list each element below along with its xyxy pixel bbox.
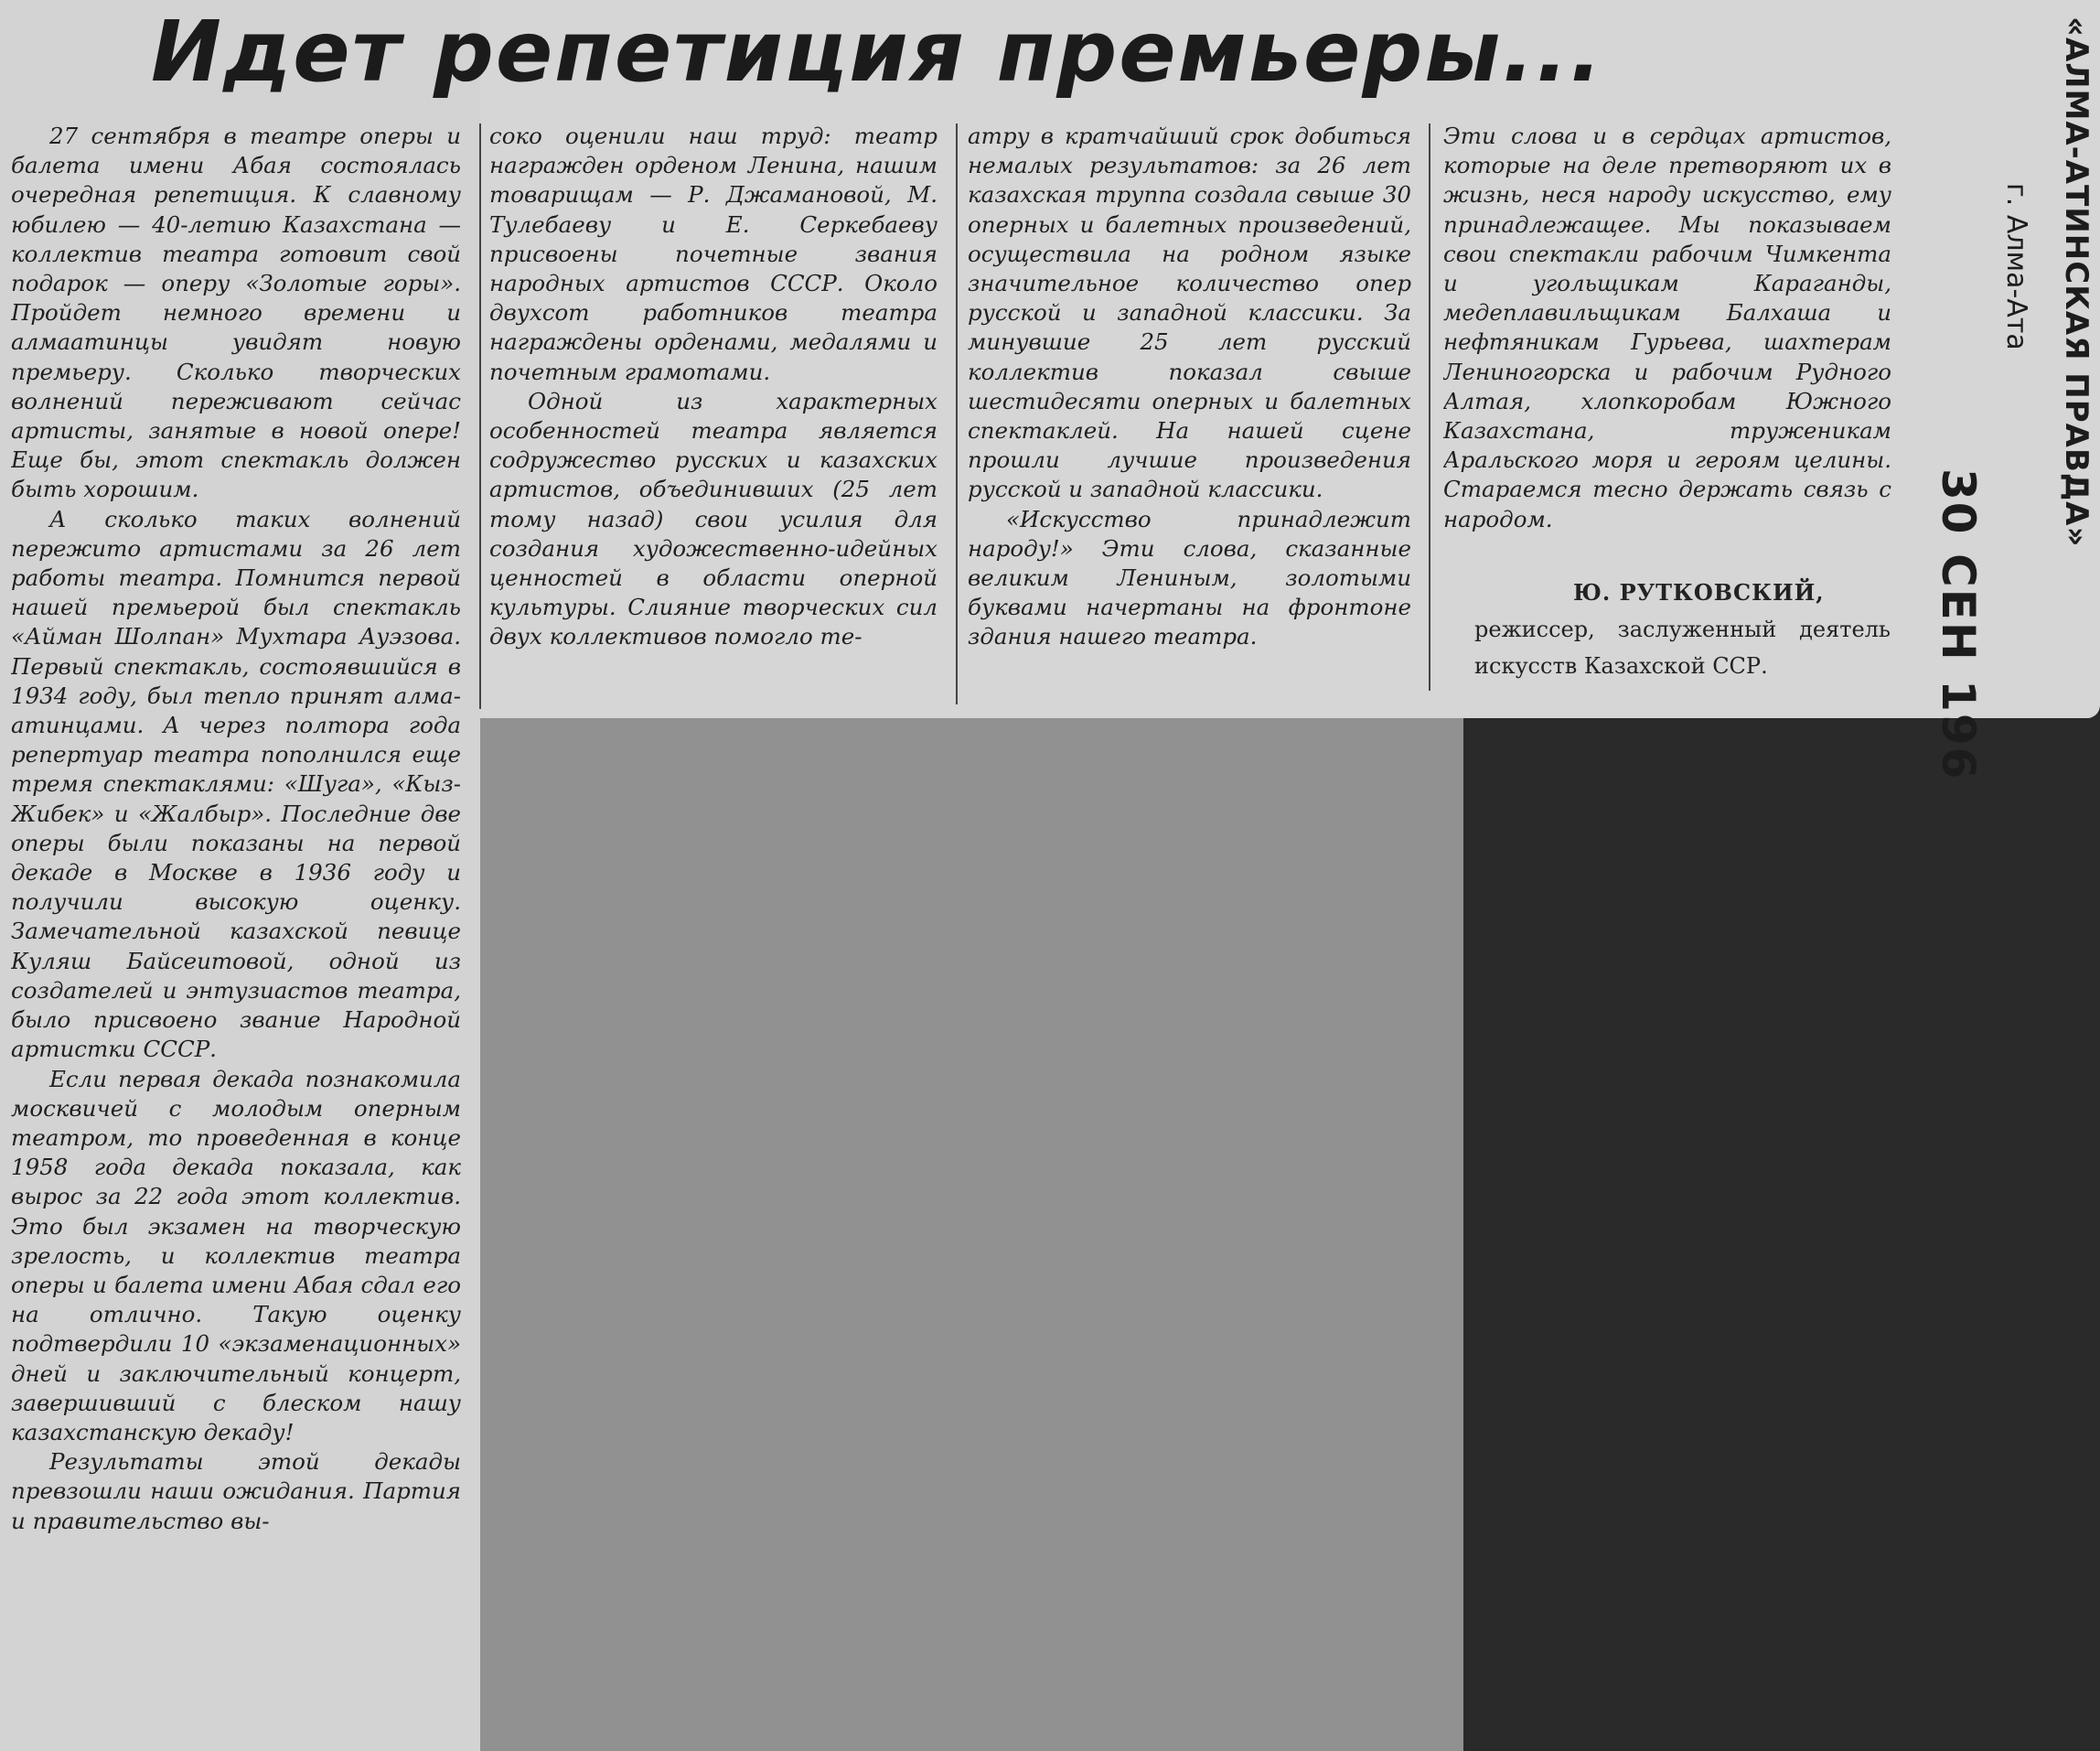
article-column-3 [968,122,1411,707]
article-headline: Идет репетиция премьеры... [151,3,1604,101]
date-stamp: 30 СЕН 196 [1932,468,1985,781]
article-byline [1474,575,1891,712]
newspaper-name: «АЛМА-АТИНСКАЯ ПРАВДА» [2058,16,2095,548]
paragraph: атру в кратчайший срок добиться немалых результатов: за 26 лет казахская труппа создала свыше 30 оперных и балетных произведений, осуществила на родном языке значительное количество опер русской и западной классики. За минувшие 25 лет русский коллектив показал свыше шестидесяти оперных и балетных спектаклей. На нашей сцене прошли лучшие произведения русской и западной классики. [968,123,1411,503]
paragraph: Эти слова и в сердцах артистов, которые на деле претворяют их в жизнь, неся народу искусство, ему принадлежащее. Мы показываем свои спектакли рабочим Чимкента и угольщикам Караганды, медеплавильщикам Балхаша и нефтяникам Гурьева, шахтерам Лениногорска и рабочим Рудного Алтая, хлопкоробам Южного Казахстана, труженикам Аральского моря и героям целины. Стараемся тесно держать связь с народом. [1443,123,1891,532]
paragraph: соко оценили наш труд: театр награжден орденом Ленина, нашим товарищам — Р. Джамановой, М. Тулебаеву и Е. Серкебаеву присвоены почетные звания народных артистов СССР. Около двухсот работников театра награждены орденами, медалями и почетным грамотами. [489,123,938,385]
paragraph: Результаты этой декады превзошли наши ожидания. Партия и правительство вы- [11,1448,461,1534]
article-column-4 [1443,122,1891,579]
article-column-2 [489,122,938,707]
paragraph: А сколько таких волнений пережито артистами за 26 лет работы театра. Помнится первой нашей премьерой был спектакль «Айман Шолпан» Мухтара Ауэзова. Первый спектакль, состоявшийся в 1934 году, был тепло принят алма-атинцами. А через полтора года репертуар театра пополнился еще тремя спектаклями: «Шуга», «Кыз-Жибек» и «Жалбыр». Последние две оперы были показаны на первой декаде в Москве в 1936 году и получили высокую оценку. Замечательной казахской певице Куляш Байсеитовой, одной из создателей и энтузиастов театра, было присвоено звание Народной артистки СССР. [11,505,461,1063]
column-rule [1429,124,1430,691]
column-rule [479,124,481,709]
background-paper [480,714,1463,1751]
paragraph: «Искусство принадлежит народу!» Эти слова, сказанные великим Лениным, золотыми буквами начертаны на фронтоне здания нашего театра. [968,505,1411,650]
paragraph: Если первая декада познакомила москвичей с молодым оперным театром, то проведенная в конце 1958 года декада показала, как вырос за 22 года этот коллектив. Это был экзамен на творческую зрелость, и коллектив театра оперы и балета имени Абая сдал его на отлично. Такую оценку подтвердили 10 «экзаменационных» дней и заключительный концерт, завершивший с блеском нашу казахстанскую декаду! [11,1065,461,1445]
paragraph: Одной из характерных особенностей театра является содружество русских и казахских артистов, объединивших (25 лет тому назад) свои усилия для создания художественно-идейных ценностей в области оперной культуры. Слияние творческих сил двух коллективов помогло те- [489,387,938,650]
newspaper-city: г. Алма-Ата [2000,183,2032,350]
author-name: Ю. РУТКОВСКИЙ, [1573,579,1825,606]
background-dark [1463,714,2100,1751]
paragraph: 27 сентября в театре оперы и балета имени Абая состоялась очередная репетиция. К славному юбилею — 40-летию Казахстана — коллектив театра готовит свой подарок — оперу «Золотые горы». Пройдет немного времени и алмаатинцы увидят новую премьеру. Сколько творческих волнений переживают сейчас артисты, занятые в новой опере! Еще бы, этот спектакль должен быть хорошим. [11,123,461,503]
column-rule [956,124,958,704]
author-role: режиссер, заслуженный деятель искусств Казахской ССР. [1474,617,1891,679]
article-column-1 [11,122,461,1750]
